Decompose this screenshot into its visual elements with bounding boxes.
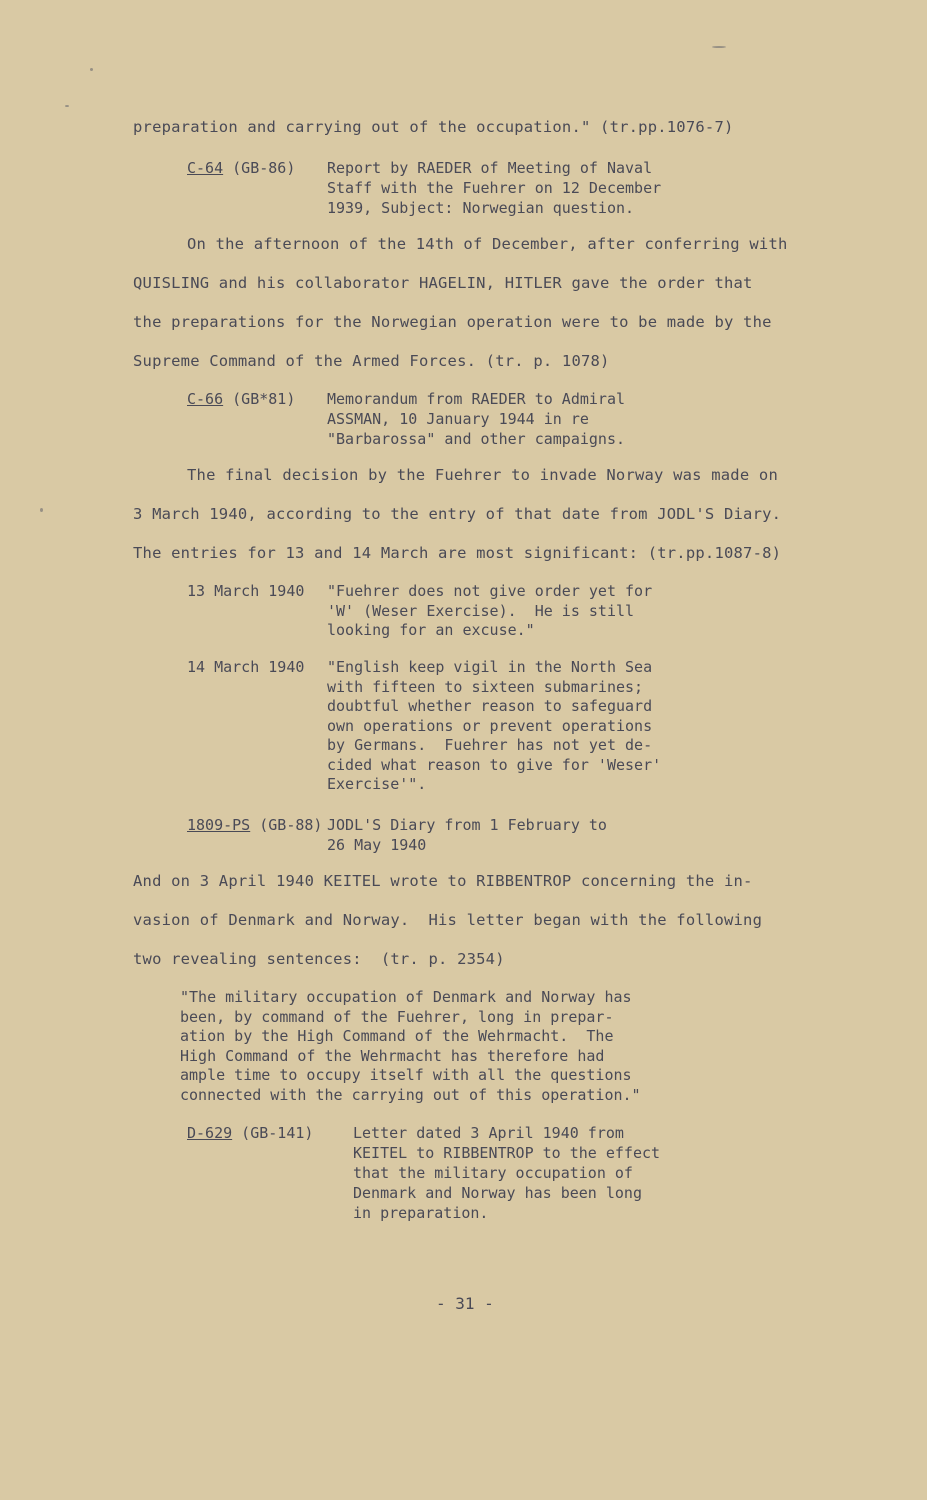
exhibit-description-text: Report by RAEDER of Meeting of Naval Staff with the Fuehrer on 12 December 1939, Subject: Norwegian question.: [327, 159, 662, 217]
diary-date: 13 March 1940: [187, 582, 305, 600]
scan-speck: [712, 46, 726, 48]
text-line: The entries for 13 and 14 March are most significant: (tr.pp.1087-8): [133, 544, 782, 562]
exhibit-gb-number: (GB-88): [250, 816, 323, 834]
exhibit-entry: [187, 389, 295, 409]
text-line: QUISLING and his collaborator HAGELIN, HITLER gave the order that: [133, 274, 753, 292]
text-line: vasion of Denmark and Norway. His letter began with the following: [133, 911, 763, 929]
exhibit-code: C-64: [187, 159, 224, 177]
exhibit-description: [353, 1123, 660, 1223]
exhibit-entry: [187, 1123, 313, 1143]
exhibit-description: [327, 815, 607, 855]
text-line: two revealing sentences: (tr. p. 2354): [133, 950, 505, 968]
scan-speck: [90, 68, 93, 71]
exhibit-description-text: Memorandum from RAEDER to Admiral ASSMAN, 10 January 1944 in re "Barbarossa" and other campaigns.: [327, 390, 626, 448]
exhibit-description: [327, 389, 625, 449]
exhibit-description-text: JODL'S Diary from 1 February to 26 May 1940: [327, 816, 607, 854]
diary-text: "English keep vigil in the North Sea with fifteen to sixteen submarines; doubtful whether reason to safeguard own operations or prevent operations by Germans. Fuehrer has not yet de- cided what reason to give for 'Weser' Exercise'".: [327, 658, 662, 793]
exhibit-code: 1809-PS: [187, 816, 251, 834]
diary-date: 14 March 1940: [187, 658, 305, 676]
exhibit-gb-number: (GB-86): [223, 159, 296, 177]
page-number: - 31 -: [436, 1294, 494, 1313]
block-quote: "The military occupation of Denmark and Norway has been, by command of the Fuehrer, long in prepar- ation by the High Command of the Wehrmacht. The High Command of the Wehrmacht has therefore had ample time to occupy itself with all the questions connected with the carrying out of this operation.": [180, 988, 641, 1104]
exhibit-description: [327, 158, 661, 218]
scan-speck: [65, 105, 69, 107]
exhibit-code: C-66: [187, 390, 224, 408]
diary-text: "Fuehrer does not give order yet for 'W' (Weser Exercise). He is still looking for an excuse.": [327, 582, 653, 639]
exhibit-gb-number: (GB*81): [223, 390, 296, 408]
text-line: Supreme Command of the Armed Forces. (tr. p. 1078): [133, 352, 610, 370]
exhibit-entry: [187, 158, 295, 178]
exhibit-entry: [187, 815, 322, 835]
text-line: On the afternoon of the 14th of December, after conferring with: [187, 235, 788, 253]
text-line: The final decision by the Fuehrer to invade Norway was made on: [187, 466, 778, 484]
text-line: And on 3 April 1940 KEITEL wrote to RIBBENTROP concerning the in-: [133, 872, 753, 890]
exhibit-gb-number: (GB-141): [232, 1124, 314, 1142]
exhibit-code: D-629: [187, 1124, 233, 1142]
scan-speck: [40, 508, 43, 512]
text-line: the preparations for the Norwegian operation were to be made by the: [133, 313, 772, 331]
exhibit-description-text: Letter dated 3 April 1940 from KEITEL to RIBBENTROP to the effect that the military occupation of Denmark and Norway has been long in preparation.: [353, 1124, 661, 1222]
text-line: preparation and carrying out of the occupation." (tr.pp.1076-7): [133, 118, 734, 136]
text-line: 3 March 1940, according to the entry of that date from JODL'S Diary.: [133, 505, 782, 523]
